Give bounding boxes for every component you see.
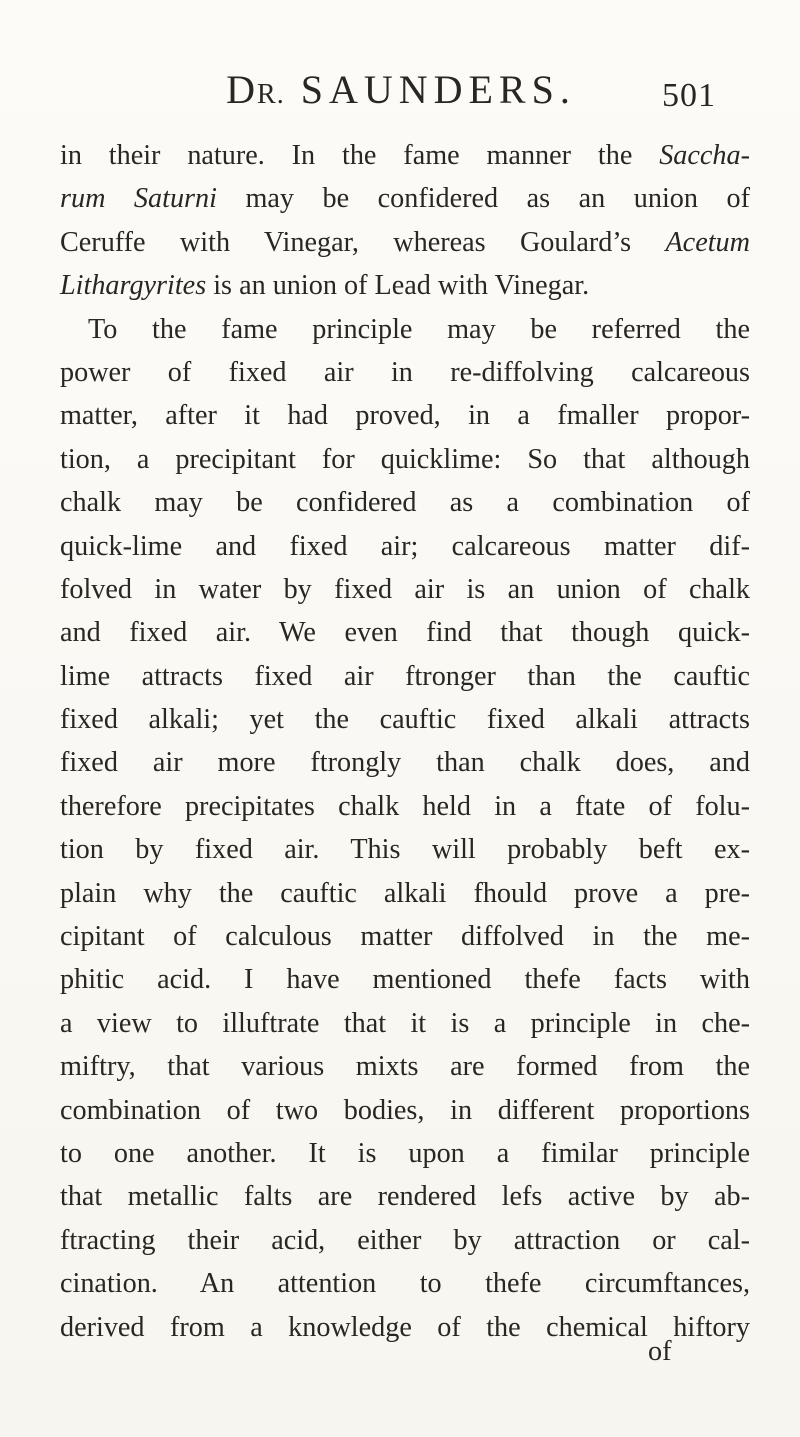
text-run: Ceruffe with Vinegar, whereas Goulard’s	[60, 226, 666, 258]
text-line	[60, 481, 750, 524]
page-number: 501	[662, 77, 716, 114]
text-line	[60, 308, 750, 351]
text-run: power of fixed air in re-diffolving calcareous	[60, 356, 750, 388]
text-run: fixed alkali; yet the cauftic fixed alkali attracts	[60, 704, 750, 736]
running-head	[86, 66, 716, 119]
text-run: tion, a precipitant for quicklime: So that although	[60, 443, 750, 475]
text-line	[60, 915, 750, 958]
text-run: combination of two bodies, in different proportions	[60, 1094, 750, 1126]
text-run: may be confidered as an union of	[216, 183, 750, 215]
italic-term: rum Saturni	[60, 183, 217, 215]
author-surname: SAUNDERS.	[300, 67, 576, 112]
text-run: miftry, that various mixts are formed from the	[60, 1051, 750, 1083]
text-line	[60, 872, 750, 915]
text-line	[60, 655, 750, 698]
author-prefix-rest: R.	[257, 79, 285, 110]
text-line	[60, 1089, 750, 1132]
text-line	[60, 611, 750, 654]
text-line	[60, 741, 750, 784]
text-line	[60, 1262, 750, 1305]
text-line	[60, 1132, 750, 1175]
italic-term: Saccha-	[659, 140, 750, 171]
text-run: folved in water by fixed air is an union of chalk	[60, 573, 750, 605]
page-header	[86, 66, 716, 114]
text-line	[60, 958, 750, 1001]
text-run: a view to illuftrate that it is a principle in che-	[60, 1007, 750, 1039]
text-run: derived from a knowledge of the chemical hiftory	[60, 1311, 750, 1343]
body-text	[60, 134, 750, 1349]
italic-term: Lithargyrites	[60, 270, 207, 302]
text-line	[60, 1002, 750, 1045]
text-line	[60, 394, 750, 437]
text-run: in their nature. In the fame manner the	[60, 140, 660, 171]
text-run: that metallic falts are rendered lefs active by ab-	[60, 1181, 750, 1213]
text-line	[60, 351, 750, 394]
text-run: tion by fixed air. This will probably beft ex-	[60, 834, 750, 866]
text-line	[60, 264, 750, 307]
italic-term: Acetum	[665, 226, 750, 258]
catchword: of	[648, 1336, 672, 1367]
text-line	[60, 525, 750, 568]
text-line	[60, 785, 750, 828]
text-run: therefore precipitates chalk held in a ftate of folu-	[60, 790, 750, 822]
text-run: cipitant of calculous matter diffolved in the me-	[60, 921, 750, 953]
text-run: quick-lime and fixed air; calcareous matter dif-	[60, 530, 750, 562]
text-line	[60, 134, 750, 177]
text-line	[60, 221, 750, 264]
text-line	[60, 1045, 750, 1088]
text-run: phitic acid. I have mentioned thefe facts with	[60, 964, 750, 996]
text-run: To the fame principle may be referred the	[88, 313, 750, 345]
text-line	[60, 1175, 750, 1218]
text-run: to one another. It is upon a fimilar principle	[60, 1137, 750, 1169]
text-line	[60, 568, 750, 611]
text-run: lime attracts fixed air ftronger than the cauftic	[60, 660, 750, 692]
text-run: matter, after it had proved, in a fmaller propor-	[60, 400, 750, 432]
text-run: and fixed air. We even find that though quick-	[60, 617, 750, 649]
text-run: fixed air more ftrongly than chalk does, and	[60, 747, 750, 779]
text-run: is an union of Lead with Vinegar.	[206, 270, 590, 302]
text-run: cination. An attention to thefe circumftances,	[60, 1268, 750, 1300]
text-line	[60, 438, 750, 481]
text-run: plain why the cauftic alkali fhould prove a pre-	[60, 877, 750, 909]
text-run: ftracting their acid, either by attraction or cal-	[60, 1224, 750, 1256]
text-line	[60, 698, 750, 741]
text-line	[60, 177, 750, 220]
author-prefix-initial: D	[226, 67, 258, 112]
text-line	[60, 1306, 750, 1349]
text-line	[60, 828, 750, 871]
text-run: chalk may be confidered as a combination of	[60, 487, 750, 519]
text-line	[60, 1219, 750, 1262]
